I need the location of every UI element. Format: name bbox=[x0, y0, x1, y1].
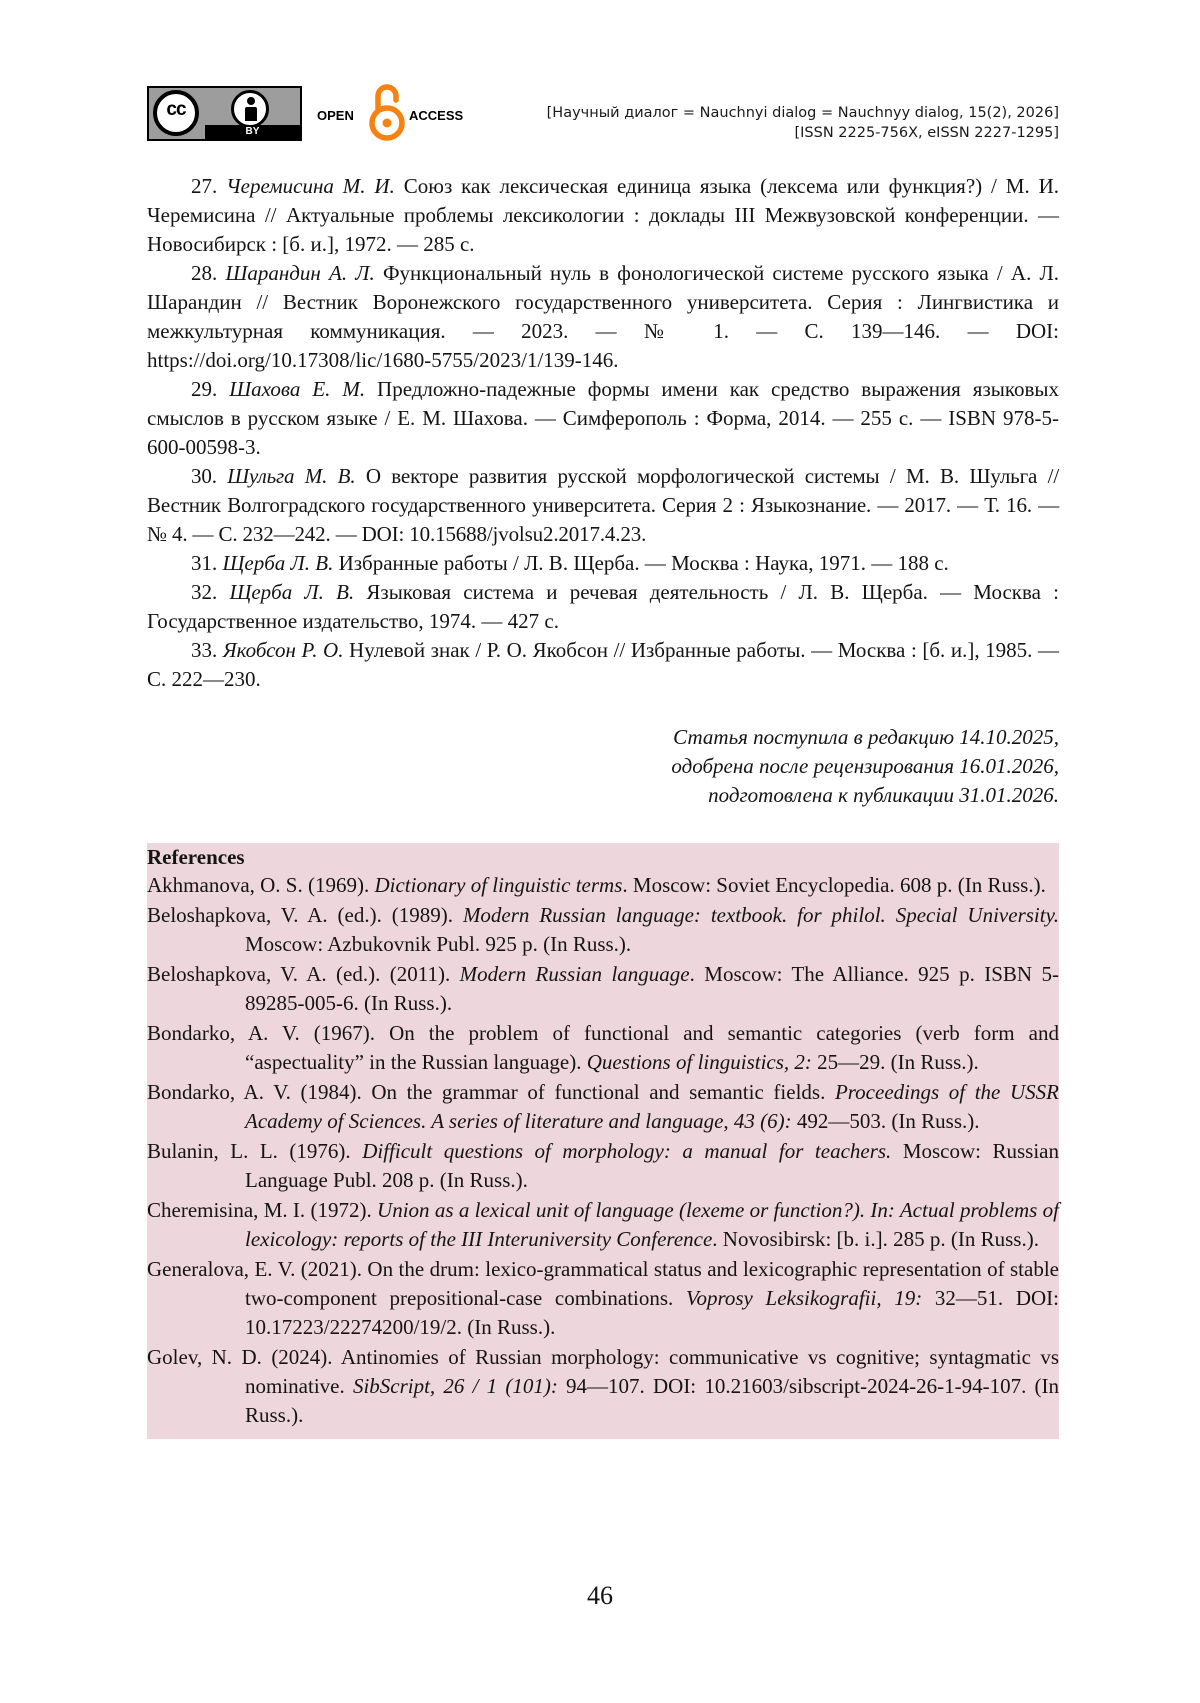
reference-cheremisina: Cheremisina, M. I. (1972). Union as a lexical unit of language (lexeme or function?). In: Actual problems of lexicology: reports of the III Interuniversity Conference. Novosibirsk: [b. i.]. 285 p. (In Russ.). bbox=[147, 1198, 1059, 1251]
by-label: BY bbox=[205, 125, 300, 139]
reference-bondarko-1984: Bondarko, A. V. (1984). On the grammar of functional and semantic fields. Proceedings of the USSR Academy of Sciences. A series of literature and language, 43 (6): 492—503. (In Russ.). bbox=[147, 1080, 1059, 1133]
reference-golev: Golev, N. D. (2024). Antinomies of Russian morphology: communicative vs cognitive; syntagmatic vs nominative. SibScript, 26 / 1 (101): 94—107. DOI: 10.21603/sibscript-2024-26-1-94-107. (In Russ.). bbox=[147, 1345, 1060, 1427]
cc-letters: cc bbox=[166, 99, 186, 120]
reference-32: 32. Щерба Л. В. Языковая система и речевая деятельность / Л. В. Щерба. — Москва : Государственное издательство, 1974. — 427 с. bbox=[147, 580, 1059, 633]
references-heading: References bbox=[147, 845, 245, 869]
cc-by-license-badge[interactable] bbox=[147, 86, 302, 141]
attribution-person-icon bbox=[231, 90, 269, 128]
reference-beloshapkova-1989: Beloshapkova, V. A. (ed.). (1989). Modern Russian language: textbook. for philol. Special University. Moscow: Azbukovnik Publ. 925 p. (In Russ.). bbox=[147, 903, 1059, 956]
prepared-date: подготовлена к публикации 31.01.2026. bbox=[708, 783, 1059, 807]
approved-date: одобрена после рецензирования 16.01.2026, bbox=[671, 754, 1059, 778]
reference-akhmanova: Akhmanova, O. S. (1969). Dictionary of linguistic terms. Moscow: Soviet Encyclopedia. 608 p. (In Russ.). bbox=[147, 873, 1046, 897]
open-access-logo[interactable] bbox=[317, 84, 467, 142]
open-label: OPEN bbox=[317, 108, 354, 123]
reference-28: 28. Шарандин А. Л. Функциональный нуль в фонологической системе русского языка / А. Л. Шарандин // Вестник Воронежского государственного университета. Серия : Лингвистика и межкультурная коммуникация. — 2023. — № 1. — С. 139—146. — DOI: https://doi.org/10.17308/lic/1680-5755/2023/1/139-146. bbox=[147, 261, 1060, 372]
russian-reference-list bbox=[147, 172, 1059, 694]
access-label: ACCESS bbox=[409, 108, 464, 123]
reference-author: Шульга М. В. bbox=[227, 464, 356, 488]
article-dates bbox=[147, 723, 1059, 810]
references-section bbox=[147, 843, 1059, 1439]
reference-bulanin: Bulanin, L. L. (1976). Difficult questions of morphology: a manual for teachers. Moscow: Russian Language Publ. 208 p. (In Russ.). bbox=[147, 1139, 1060, 1192]
page-header bbox=[147, 84, 1059, 144]
journal-citation: [Научный диалог = Nauchnyi dialog = Nauchnyy dialog, 15(2), 2026] bbox=[546, 105, 1059, 121]
reference-31: 31. Щерба Л. В. Избранные работы / Л. В. Щерба. — Москва : Наука, 1971. — 188 с. bbox=[191, 551, 949, 575]
reference-author: Шарандин А. Л. bbox=[225, 261, 375, 285]
reference-generalova: Generalova, E. V. (2021). On the drum: lexico-grammatical status and lexicographic representation of stable two-component prepositional-case combinations. Voprosy Leksikografii, 19: 32—51. DOI: 10.17223/22274200/19/2. (In Russ.). bbox=[147, 1257, 1059, 1339]
reference-author: Шахова Е. М. bbox=[229, 377, 366, 401]
reference-author: Якобсон Р. О. bbox=[222, 638, 344, 662]
reference-author: Щерба Л. В. bbox=[229, 580, 355, 604]
page-number: 46 bbox=[587, 1581, 613, 1610]
reference-bondarko-1967: Bondarko, A. V. (1967). On the problem of functional and semantic categories (verb form and “aspectuality” in the Russian language). Questions of linguistics, 2: 25—29. (In Russ.). bbox=[147, 1021, 1059, 1074]
journal-issn: [ISSN 2225-756X, eISSN 2227-1295] bbox=[794, 125, 1059, 141]
reference-30: 30. Шульга М. В. О векторе развития русской морфологической системы / М. В. Шульга // Вестник Волгоградского государственного университета. Серия 2 : Языкознание. — 2017. — Т. 16. — № 4. — С. 232—242. — DOI: 10.15688/jvolsu2.2017.4.23. bbox=[147, 464, 1060, 546]
reference-author: Черемисина М. И. bbox=[226, 174, 395, 198]
reference-33: 33. Якобсон Р. О. Нулевой знак / Р. О. Якобсон // Избранные работы. — Москва : [б. и.], 1985. — С. 222—230. bbox=[147, 638, 1060, 691]
reference-beloshapkova-2011: Beloshapkova, V. A. (ed.). (2011). Modern Russian language. Moscow: The Alliance. 925 p. ISBN 5-89285-005-6. (In Russ.). bbox=[147, 962, 1060, 1015]
open-access-lock-icon bbox=[369, 84, 405, 142]
reference-29: 29. Шахова Е. М. Предложно-падежные формы имени как средство выражения языковых смыслов в русском языке / Е. М. Шахова. — Симферополь : Форма, 2014. — 255 с. — ISBN 978-5-600-00598-3. bbox=[147, 377, 1060, 459]
journal-info bbox=[547, 103, 1059, 143]
reference-27: 27. Черемисина М. И. Союз как лексическая единица языка (лексема или функция?) / М. И. Черемисина // Актуальные проблемы лексикологии : доклады III Межвузовской конференции. — Новосибирск : [б. и.], 1972. — 285 с. bbox=[147, 174, 1060, 256]
page-content bbox=[147, 172, 1059, 1439]
received-date: Статья поступила в редакцию 14.10.2025, bbox=[673, 725, 1059, 749]
cc-icon bbox=[153, 90, 199, 136]
reference-author: Щерба Л. В. bbox=[222, 551, 334, 575]
